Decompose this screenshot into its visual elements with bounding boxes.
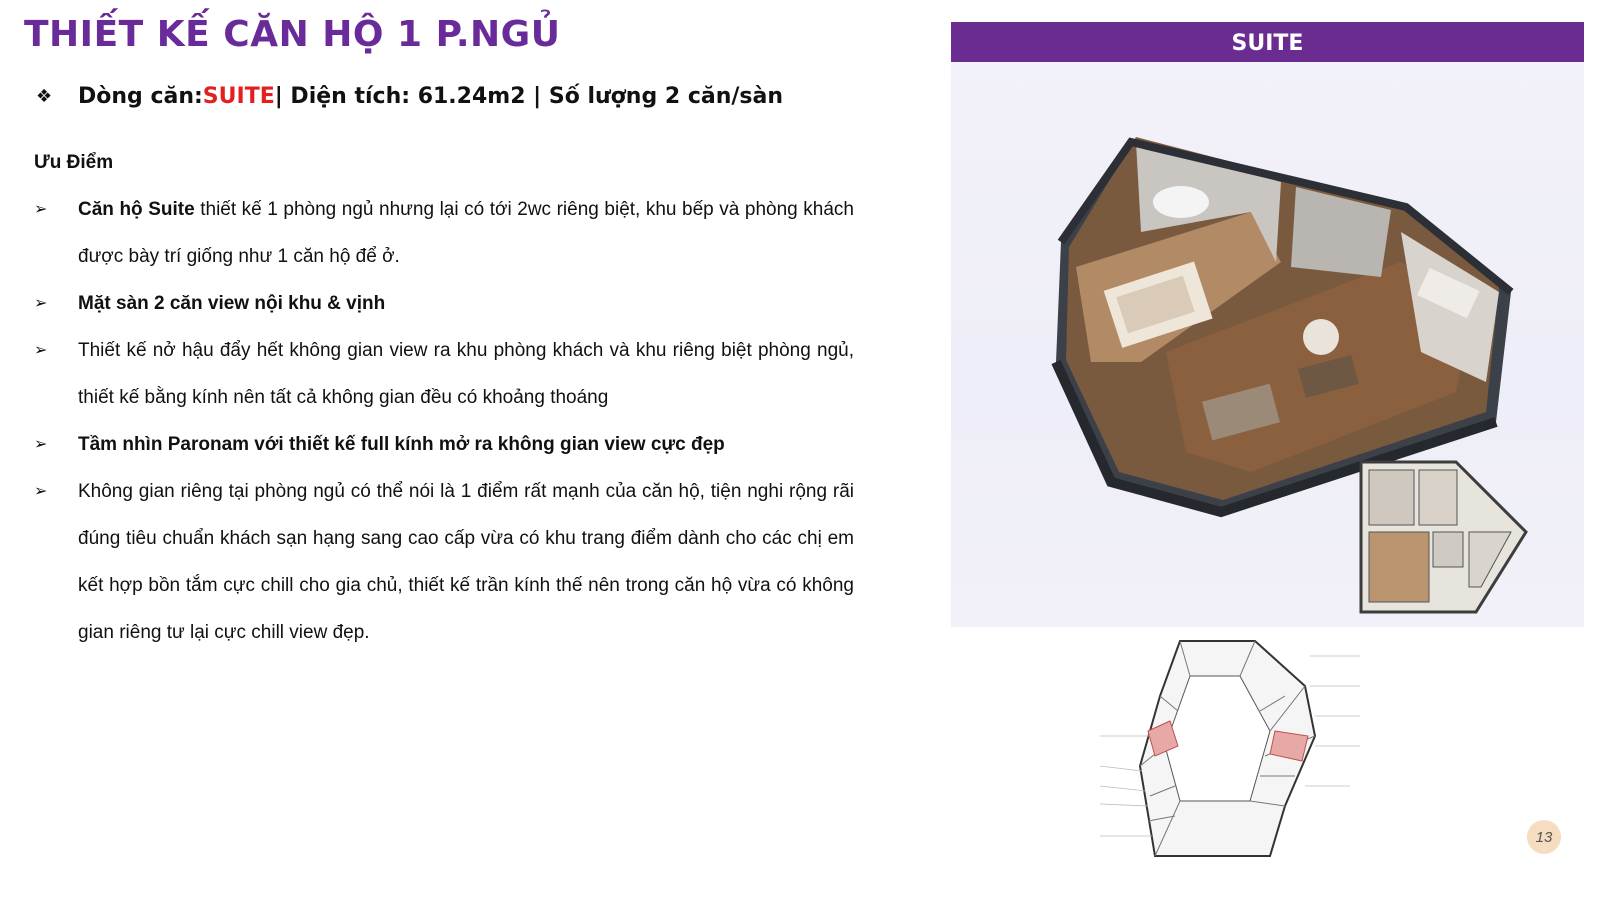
list-item-text: Không gian riêng tại phòng ngủ có thể nói là 1 điểm rất mạnh của căn hộ, tiện nghi rộng rãi đúng tiêu chuẩn khách sạn hạng sang cao cấp vừa có khu trang điểm dành cho các chị em kết hợp bồn tắm cực chill cho gia chủ, thiết kế trần kính thế nên trong căn hộ vừa có không gian riêng tư lại cực chill view đẹp. <box>78 481 854 643</box>
list-item-bold: Mặt sàn 2 căn view nội khu & vịnh <box>78 293 386 314</box>
apartment-3d-render <box>951 62 1584 627</box>
advantages-list <box>34 186 854 656</box>
advantages-heading: Ưu Điểm <box>34 152 114 173</box>
arrow-bullet-icon: ➢ <box>34 201 48 218</box>
arrow-bullet-icon: ➢ <box>34 295 48 312</box>
list-item-text: thiết kế 1 phòng ngủ nhưng lại có tới 2wc riêng biệt, khu bếp và phòng khách được bày trí giống như 1 căn hộ để ở. <box>78 199 855 267</box>
page-number: 13 <box>1527 820 1561 854</box>
list-item-bold: Tầm nhìn Paronam với thiết kế full kính mở ra không gian view cực đẹp <box>78 434 725 455</box>
arrow-bullet-icon: ➢ <box>34 436 48 453</box>
list-item <box>34 280 854 327</box>
unit-area-text: | Diện tích: 61.24m2 | Số lượng 2 căn/sàn <box>274 84 784 109</box>
floor-plan-map <box>1070 636 1370 861</box>
list-item <box>34 186 854 280</box>
list-item-bold: Căn hộ Suite <box>78 199 195 220</box>
panel-label: SUITE <box>951 22 1584 62</box>
list-item <box>34 327 854 421</box>
list-item <box>34 468 854 656</box>
apartment-render-panel <box>951 22 1584 627</box>
page-title: THIẾT KẾ CĂN HỘ 1 P.NGỦ <box>24 14 561 55</box>
unit-line-value: SUITE <box>202 84 275 109</box>
arrow-bullet-icon: ➢ <box>34 483 48 500</box>
diamond-bullet-icon: ❖ <box>36 86 53 107</box>
arrow-bullet-icon: ➢ <box>34 342 48 359</box>
list-item-text: Thiết kế nở hậu đẩy hết không gian view ra khu phòng khách và khu riêng biệt phòng ngủ, thiết kế bằng kính nên tất cả không gian đều có khoảng thoáng <box>78 340 854 408</box>
list-item <box>34 421 854 468</box>
unit-line-label: Dòng căn: <box>78 84 203 109</box>
unit-summary <box>36 84 783 109</box>
